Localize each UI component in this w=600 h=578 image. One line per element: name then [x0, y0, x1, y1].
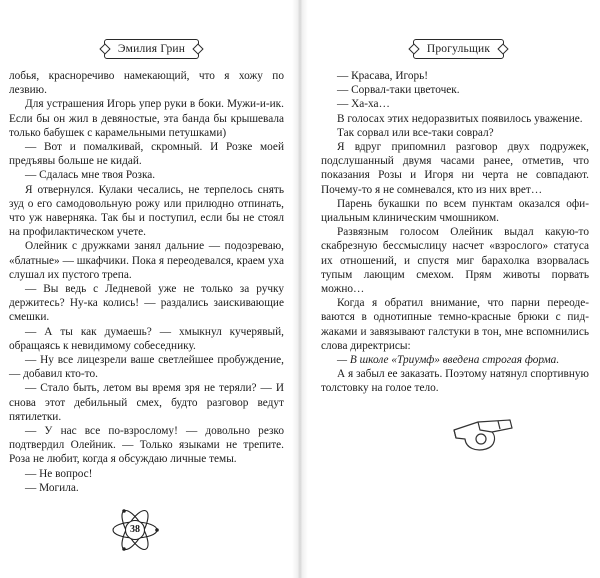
paragraph: Я вдруг припомнил разговор двух подружек, подслушанный двумя часами ранее, отметив, что показания Розы и Игоря ни черта не совпадают. Почему-то я не сомневался, кто из них врет… [321, 141, 589, 196]
paragraph: — Сорвал-таки цветочек. [337, 84, 460, 97]
paragraph: — Ну все лицезрели ваше светлейшее пробуждение, — добавил кто-то. [9, 354, 284, 381]
whistle-icon [448, 408, 518, 452]
paragraph: — Могила. [25, 481, 79, 494]
paragraph-quote: — В школе «Триумф» введена строгая форма. [337, 354, 560, 367]
paragraph: Когда я обратил внимание, что парни переодеваются в однотипные темно-красные брюки с пиджаками и завязывают галстуки в тон, мне вспомнились слова директрисы: [321, 297, 589, 352]
paragraph: — Не вопрос! [25, 467, 93, 480]
paragraph: — Стало быть, летом вы время зря не теряли? — И снова этот дебильный смех, будто разговор ведут пятилетки. [9, 382, 284, 423]
right-running-header [317, 38, 600, 60]
paragraph: Олейник с дружками занял дальние — подозреваю, «блатные» — шкафчики. Пока я переодевался, краем уха слушал их пустого трепа. [9, 240, 284, 281]
paragraph: — Сдалась мне твоя Розка. [25, 169, 156, 182]
paragraph: Я отвернулся. Кулаки чесались, не терпелось снять зуд о его самодовольную рожу или прилюдно отпинать, что уж наверняка. Так бы и поступил, если бы не стоял на профилактическом учете. [9, 183, 284, 239]
right-page-text [321, 69, 589, 396]
paragraph: А я забыл ее заказать. Поэтому натянул спортивную толстовку на голое тело. [321, 368, 589, 395]
left-page [0, 0, 295, 578]
left-running-header [10, 38, 293, 60]
author-name: Эмилия Грин [104, 39, 199, 59]
paragraph: Так сорвал или все-таки соврал? [337, 126, 494, 139]
paragraph: Развязным голосом Олейник выдал какую-то скабрезную бессмыслицу насчет «взрослого» статуса их отношений, и спустя миг барахолка взорвалась тупым лающим смехом. Прям животы порвать можно… [321, 226, 589, 296]
page-number: 38 [130, 524, 140, 535]
left-page-text [9, 69, 284, 495]
right-page [305, 0, 600, 578]
paragraph: — Вот и помалкивай, скромный. И Розке моей предъявы больше не кидай. [9, 141, 284, 168]
paragraph: Парень букашки по всем пунктам оказался официальным клиническим чмошником. [321, 197, 589, 225]
book-title: Прогульщик [413, 39, 504, 59]
paragraph: В голосах этих недоразвитых появилось уважение. [337, 112, 583, 125]
paragraph: — У нас все по-взрослому! — довольно резко подтвердил Олейник. — Только языками не трепите. Роза не любит, когда я обсуждаю личные темы. [9, 425, 284, 466]
page-number-badge [110, 505, 160, 555]
paragraph: Для устрашения Игорь упер руки в боки. Мужи-и-ик. Если бы он жил в девяностые, эта банда бы крышевала только бабушек с карамельными петушками) [9, 98, 284, 139]
paragraph: — Красава, Игорь! [337, 70, 429, 82]
paragraph: — Ха-ха… [337, 98, 390, 111]
paragraph: лобья, красноречиво намекающий, что я хожу по лезвию. [9, 70, 284, 97]
paragraph: — Вы ведь с Ледневой уже не только за ручку держитесь? Ну-ка колись! — раздались заискивающие смешки. [9, 283, 284, 324]
paragraph: — А ты как думаешь? — хмыкнул кучерявый, обращаясь к невидимому собеседнику. [9, 325, 284, 352]
